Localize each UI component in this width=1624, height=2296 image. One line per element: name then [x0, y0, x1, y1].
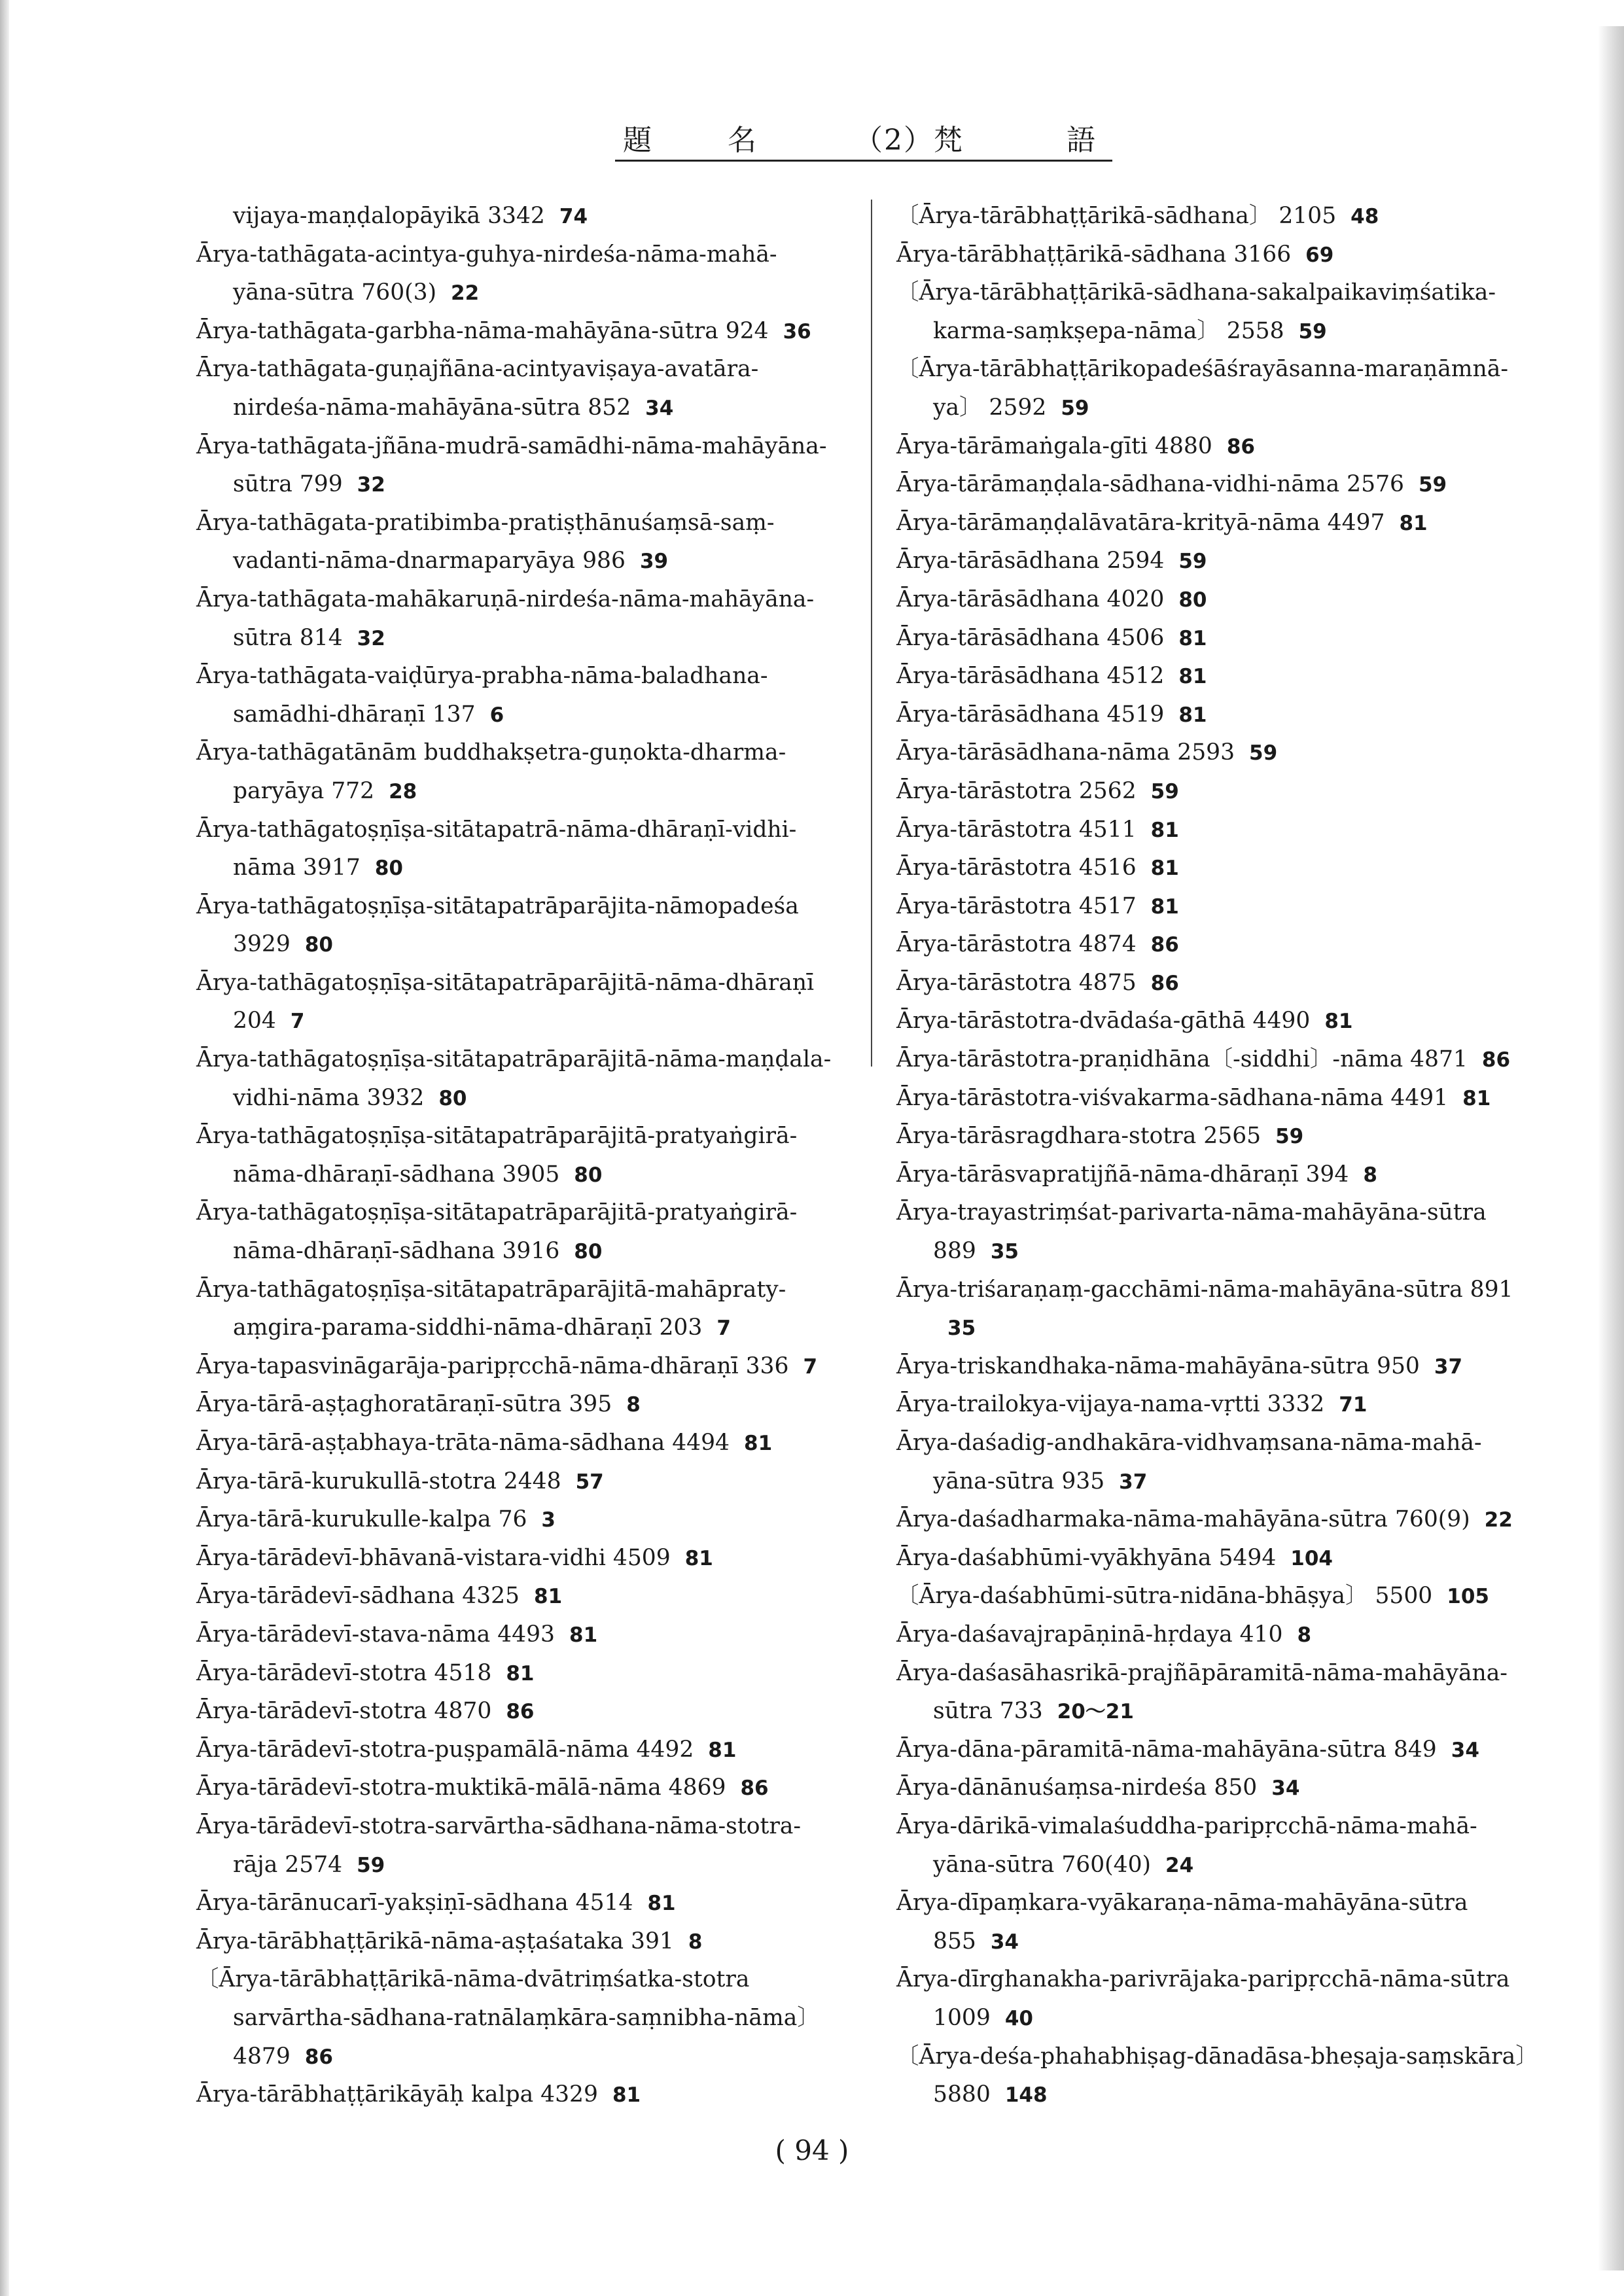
index-entry	[896, 1731, 1557, 1770]
index-entry	[196, 1540, 877, 1578]
index-entry	[896, 1884, 1557, 1923]
entry-title: Ārya-tārāmaṇḍala-sādhana-vidhi-nāma 2576	[896, 471, 1404, 498]
index-entry	[196, 1501, 877, 1540]
index-entry	[196, 466, 877, 504]
entry-page-ref: 20～21	[1057, 1700, 1134, 1724]
entry-page-ref: 8	[1297, 1623, 1312, 1647]
entry-page-ref: 22	[1484, 1508, 1513, 1532]
entry-title: Ārya-tārādevī-stotra-sarvārtha-sādhana-nāma-stotra-	[196, 1812, 802, 1839]
index-entry	[196, 1424, 877, 1463]
index-entry	[896, 2038, 1557, 2077]
entry-page-ref: 80	[574, 1240, 603, 1264]
entry-title: Ārya-daśavajrapāṇinā-hṛdaya 410	[896, 1621, 1283, 1648]
index-entry	[896, 1233, 1557, 1271]
index-entry	[896, 1769, 1557, 1808]
entry-page-ref: 86	[1481, 1048, 1511, 1072]
entry-title: Ārya-tārāsragdhara-stotra 2565	[896, 1123, 1262, 1150]
entry-title: sūtra 799	[233, 471, 343, 498]
entry-title: Ārya-tapasvināgarāja-paripṛcchā-nāma-dhāraṇī 336	[196, 1352, 789, 1379]
entry-title: Ārya-tārāstotra-dvādaśa-gāthā 4490	[896, 1008, 1311, 1034]
entry-title: ya〕 2592	[933, 394, 1047, 421]
entry-title: 〔Ārya-daśabhūmi-sūtra-nidāna-bhāṣya〕 5500	[896, 1583, 1433, 1610]
entry-page-ref: 59	[357, 1853, 385, 1877]
entry-title: Ārya-triskandhaka-nāma-mahāyāna-sūtra 950	[896, 1352, 1420, 1379]
entry-page-ref: 37	[1434, 1354, 1463, 1379]
entry-page-ref: 6	[489, 703, 504, 727]
entry-page-ref: 57	[575, 1470, 604, 1494]
index-entry	[196, 1309, 877, 1348]
index-entry	[896, 1655, 1557, 1693]
entry-title: Ārya-tathāgata-garbha-nāma-mahāyāna-sūtra 924	[196, 317, 769, 344]
entry-page-ref: 24	[1165, 1853, 1194, 1877]
entry-title: Ārya-tārā-aṣṭaghoratāraṇī-sūtra 395	[196, 1391, 612, 1418]
entry-page-ref: 81	[708, 1738, 737, 1762]
entry-title: Ārya-tārāstotra 2562	[896, 777, 1137, 804]
index-entry	[896, 1923, 1557, 1962]
entry-page-ref: 69	[1305, 243, 1334, 267]
index-entry	[896, 1961, 1557, 2000]
entry-title: Ārya-tārāstotra-viśvakarma-sādhana-nāma 4491	[896, 1084, 1449, 1111]
entry-title: Ārya-tārāsādhana 4512	[896, 663, 1165, 690]
entry-title: Ārya-tārādevī-stotra-muktikā-mālā-nāma 4869	[196, 1775, 726, 1801]
entry-title: Ārya-tārāsādhana 4519	[896, 701, 1165, 728]
header-title-c: 語	[1067, 124, 1097, 157]
entry-title: Ārya-dīrghanakha-parivrājaka-paripṛcchā-nāma-sūtra	[896, 1966, 1510, 1993]
entry-page-ref: 81	[1150, 818, 1179, 842]
entry-title: Ārya-tārānucarī-yakṣiṇī-sādhana 4514	[196, 1890, 633, 1916]
index-entry	[196, 1884, 877, 1923]
entry-page-ref: 32	[357, 626, 385, 650]
index-entry	[896, 773, 1557, 811]
entry-page-ref: 59	[1418, 473, 1447, 497]
entry-page-ref: 34	[1271, 1776, 1300, 1801]
entry-page-ref: 105	[1447, 1585, 1489, 1609]
index-entry	[896, 1463, 1557, 1502]
index-entry	[196, 1080, 877, 1118]
index-entry	[896, 274, 1557, 313]
index-entry	[896, 1616, 1557, 1655]
entry-title: Ārya-tathāgata-mahākaruṇā-nirdeśa-nāma-mahāyāna-	[196, 586, 815, 612]
entry-title: Ārya-daśadig-andhakāra-vidhvaṃsana-nāma-mahā-	[896, 1430, 1482, 1456]
entry-title: 5880	[933, 2081, 991, 2108]
index-entry	[196, 389, 877, 428]
entry-page-ref: 81	[1178, 665, 1207, 689]
index-entry	[896, 696, 1557, 735]
entry-title: 〔Ārya-deśa-phahabhiṣag-dānadāsa-bheṣaja-saṃskāra〕	[896, 2043, 1538, 2070]
entry-page-ref: 48	[1350, 205, 1379, 228]
entry-title: samādhi-dhāraṇī 137	[233, 701, 476, 728]
index-entry	[896, 1002, 1557, 1041]
index-entry	[196, 2038, 877, 2077]
entry-title: Ārya-tathāgata-pratibimba-pratiṣṭhānuśaṃsā-saṃ-	[196, 509, 775, 536]
index-entry	[896, 313, 1557, 351]
entry-page-ref: 86	[304, 2045, 333, 2069]
index-entry	[896, 1080, 1557, 1118]
entry-title: 855	[933, 1928, 976, 1954]
entry-page-ref: 80	[374, 857, 403, 881]
index-entry	[896, 620, 1557, 658]
index-entry	[896, 811, 1557, 850]
entry-page-ref: 7	[803, 1354, 818, 1379]
index-entry	[196, 542, 877, 581]
entry-title: Ārya-daśabhūmi-vyākhyāna 5494	[896, 1544, 1277, 1571]
entry-title: Ārya-tārāsādhana-nāma 2593	[896, 739, 1235, 766]
index-entry	[896, 1808, 1557, 1846]
index-entry	[196, 274, 877, 313]
index-entry	[196, 1194, 877, 1233]
entry-title: Ārya-tārādevī-stotra 4518	[196, 1659, 492, 1686]
index-entry	[896, 1194, 1557, 1233]
index-entry	[196, 1233, 877, 1271]
entry-title: sūtra 814	[233, 624, 343, 651]
entry-title: vadanti-nāma-dnarmaparyāya 986	[233, 548, 626, 574]
index-entry	[196, 849, 877, 888]
entry-title: Ārya-tathāgata-jñāna-mudrā-samādhi-nāma-mahāyāna-	[196, 433, 827, 459]
entry-page-ref: 7	[716, 1316, 731, 1341]
entry-page-ref: 59	[1150, 779, 1179, 804]
entry-page-ref: 59	[1275, 1125, 1304, 1149]
index-entry	[196, 773, 877, 811]
page-number: ( 94 )	[775, 2134, 849, 2166]
entry-title: Ārya-tārādevī-bhāvanā-vistara-vidhi 4509	[196, 1544, 671, 1571]
index-entry	[196, 696, 877, 735]
index-entry	[196, 811, 877, 850]
index-entry	[196, 351, 877, 389]
entry-page-ref: 81	[1462, 1086, 1491, 1110]
index-entry	[896, 1309, 1557, 1348]
entry-page-ref: 81	[1150, 894, 1179, 919]
entry-page-ref: 35	[990, 1240, 1019, 1264]
index-entry	[196, 2000, 877, 2038]
scan-edge-left	[0, 0, 9, 2296]
index-entry	[196, 1041, 877, 1080]
index-entry	[896, 2076, 1557, 2115]
entry-title: Ārya-tārāsādhana 4506	[896, 624, 1165, 651]
column-divider	[871, 200, 872, 1067]
entry-page-ref: 81	[1178, 626, 1207, 650]
entry-title: Ārya-trayastriṃśat-parivarta-nāma-mahāyāna-sūtra	[896, 1199, 1487, 1226]
entry-title: 4879	[233, 2043, 291, 2070]
entry-page-ref: 80	[1178, 588, 1207, 612]
index-entry	[896, 888, 1557, 927]
entry-page-ref: 80	[574, 1163, 603, 1187]
entry-title: Ārya-dānānuśaṃsa-nirdeśa 850	[896, 1775, 1258, 1801]
entry-page-ref: 81	[569, 1623, 598, 1647]
index-entry	[896, 734, 1557, 773]
scan-edge-right	[1598, 26, 1624, 2270]
index-entry	[896, 236, 1557, 275]
index-entry	[196, 1271, 877, 1310]
index-entry	[196, 1463, 877, 1502]
index-entry	[196, 1156, 877, 1195]
index-entry	[196, 2076, 877, 2115]
index-entry	[896, 1386, 1557, 1424]
entry-title: Ārya-trailokya-vijaya-nama-vṛtti 3332	[896, 1391, 1325, 1418]
index-entry	[896, 198, 1557, 236]
index-entry	[896, 658, 1557, 696]
entry-title: 〔Ārya-tārābhaṭṭārikopadeśāśrayāsanna-maraṇāmnā-	[896, 356, 1508, 383]
entry-title: Ārya-tathāgata-vaiḍūrya-prabha-nāma-baladhana-	[196, 663, 768, 690]
entry-title: Ārya-tathāgatoṣṇīṣa-sitātapatrāparājitā-pratyaṅgirā-	[196, 1123, 798, 1150]
entry-page-ref: 81	[506, 1661, 535, 1686]
index-entry	[196, 1348, 877, 1386]
index-entry	[196, 1002, 877, 1041]
index-entry	[196, 620, 877, 658]
entry-title: Ārya-tārāsādhana 4020	[896, 586, 1165, 612]
entry-title: Ārya-daśasāhasrikā-prajñāpāramitā-nāma-mahāyāna-	[896, 1659, 1508, 1686]
index-entry	[196, 888, 877, 927]
index-entry	[196, 1616, 877, 1655]
index-entry	[896, 466, 1557, 504]
entry-title: sūtra 733	[933, 1698, 1043, 1725]
entry-title: nirdeśa-nāma-mahāyāna-sūtra 852	[233, 394, 631, 421]
entry-page-ref: 8	[626, 1393, 641, 1417]
index-entry	[196, 198, 877, 236]
entry-title: Ārya-tathāgatoṣṇīṣa-sitātapatrāparājitā-nāma-maṇḍala-	[196, 1046, 832, 1073]
entry-title: Ārya-tārāsvapratijñā-nāma-dhāraṇī 394	[896, 1161, 1349, 1188]
entry-page-ref: 34	[1451, 1738, 1479, 1762]
index-entry	[196, 1846, 877, 1885]
index-entry	[896, 1578, 1557, 1616]
index-entry	[896, 1041, 1557, 1080]
index-column-left	[196, 198, 877, 2115]
entry-title: Ārya-tathāgatoṣṇīṣa-sitātapatrāparājitā-pratyaṅgirā-	[196, 1199, 798, 1226]
entry-title: Ārya-tārādevī-sādhana 4325	[196, 1583, 520, 1610]
index-entry	[896, 428, 1557, 467]
entry-page-ref: 81	[647, 1892, 676, 1916]
index-entry	[196, 658, 877, 696]
entry-title: 204	[233, 1008, 276, 1034]
index-column-right	[896, 198, 1557, 2115]
entry-title: Ārya-tārāmaṅgala-gīti 4880	[896, 433, 1212, 459]
entry-title: Ārya-tathāgatoṣṇīṣa-sitātapatrāparājitā-mahāpraty-	[196, 1276, 786, 1303]
entry-title: vidhi-nāma 3932	[233, 1084, 425, 1111]
entry-page-ref: 104	[1290, 1546, 1333, 1570]
entry-title: 〔Ārya-tārābhaṭṭārikā-nāma-dvātriṃśatka-stotra	[196, 1966, 750, 1993]
index-entry	[896, 1693, 1557, 1731]
index-entry	[896, 504, 1557, 543]
entry-page-ref: 81	[1399, 511, 1428, 535]
entry-page-ref: 86	[740, 1776, 769, 1801]
header-title-a: 題	[623, 124, 653, 157]
index-entry	[196, 504, 877, 543]
index-entry	[196, 734, 877, 773]
entry-title: Ārya-triśaraṇaṃ-gacchāmi-nāma-mahāyāna-sūtra 891	[896, 1276, 1513, 1303]
entry-page-ref: 40	[1004, 2006, 1033, 2030]
index-entry	[896, 1348, 1557, 1386]
entry-page-ref: 71	[1339, 1393, 1368, 1417]
entry-page-ref: 34	[990, 1930, 1019, 1954]
entry-title: Ārya-tārā-aṣṭabhaya-trāta-nāma-sādhana 4494	[196, 1430, 730, 1456]
index-entry	[896, 1156, 1557, 1195]
entry-page-ref: 39	[639, 550, 669, 574]
entry-title: paryāya 772	[233, 777, 375, 804]
index-entry	[896, 1271, 1557, 1310]
index-entry	[896, 1118, 1557, 1156]
index-entry	[196, 236, 877, 275]
entry-page-ref: 59	[1298, 319, 1327, 344]
entry-page-ref: 81	[534, 1585, 563, 1609]
entry-page-ref: 81	[1324, 1010, 1353, 1034]
index-entry	[196, 1961, 877, 2000]
entry-page-ref: 59	[1061, 396, 1089, 420]
index-entry	[896, 1424, 1557, 1463]
entry-title: rāja 2574	[233, 1851, 343, 1878]
entry-page-ref: 35	[947, 1316, 976, 1341]
entry-page-ref: 148	[1004, 2083, 1048, 2108]
entry-title: vijaya-maṇḍalopāyikā 3342	[233, 203, 545, 229]
entry-title: nāma 3917	[233, 855, 361, 881]
entry-page-ref: 81	[684, 1546, 713, 1570]
entry-title: Ārya-tārābhaṭṭārikāyāḥ kalpa 4329	[196, 2081, 598, 2108]
entry-title: karma-saṃkṣepa-nāma〕 2558	[933, 317, 1284, 344]
index-entry	[896, 1846, 1557, 1885]
index-entry	[196, 313, 877, 351]
entry-page-ref: 80	[304, 933, 333, 957]
index-entry	[196, 926, 877, 964]
entry-page-ref: 86	[1150, 933, 1179, 957]
entry-title: Ārya-tārāstotra 4511	[896, 816, 1137, 843]
index-entry	[896, 1501, 1557, 1540]
entry-title: Ārya-tathāgata-guṇajñāna-acintyaviṣaya-avatāra-	[196, 356, 759, 383]
entry-page-ref: 59	[1249, 741, 1278, 766]
entry-title: 〔Ārya-tārābhaṭṭārikā-sādhana〕 2105	[896, 203, 1337, 229]
entry-title: Ārya-tathāgata-acintya-guhya-nirdeśa-nāma-mahā-	[196, 241, 777, 268]
entry-title: Ārya-tārāmaṇḍalāvatāra-krityā-nāma 4497	[896, 509, 1385, 536]
entry-page-ref: 8	[688, 1930, 703, 1954]
index-entry	[896, 581, 1557, 620]
entry-title: Ārya-tathāgatoṣṇīṣa-sitātapatrā-nāma-dhāraṇī-vidhi-	[196, 816, 797, 843]
index-entry	[896, 389, 1557, 428]
entry-title: Ārya-tārābhaṭṭārikā-sādhana 3166	[896, 241, 1292, 268]
entry-title: Ārya-tārābhaṭṭārikā-nāma-aṣṭaśataka 391	[196, 1928, 674, 1954]
index-entry	[896, 2000, 1557, 2038]
entry-page-ref: 81	[1178, 703, 1207, 727]
header-section: （2）梵	[854, 124, 964, 157]
index-entry	[196, 581, 877, 620]
entry-page-ref: 86	[1150, 971, 1179, 995]
entry-page-ref: 59	[1178, 550, 1207, 574]
index-entry	[896, 351, 1557, 389]
entry-title: Ārya-daśadharmaka-nāma-mahāyāna-sūtra 760(9)	[896, 1506, 1470, 1533]
index-entry	[196, 1923, 877, 1962]
index-entry	[196, 1118, 877, 1156]
entry-title: Ārya-tārāstotra 4516	[896, 855, 1137, 881]
entry-title: Ārya-dāna-pāramitā-nāma-mahāyāna-sūtra 849	[896, 1736, 1437, 1763]
entry-page-ref: 34	[645, 396, 674, 420]
index-entry	[196, 1731, 877, 1770]
entry-page-ref: 86	[506, 1700, 535, 1724]
entry-title: Ārya-tārādevī-stava-nāma 4493	[196, 1621, 555, 1648]
entry-title: Ārya-dīpaṃkara-vyākaraṇa-nāma-mahāyāna-sūtra	[896, 1890, 1468, 1916]
running-header	[615, 110, 1112, 162]
entry-title: yāna-sūtra 760(40)	[933, 1851, 1151, 1878]
index-entry	[196, 1386, 877, 1424]
entry-title: 3929	[233, 931, 291, 958]
entry-title: Ārya-tārāstotra 4517	[896, 892, 1137, 919]
index-entry	[896, 849, 1557, 888]
index-entry	[196, 1693, 877, 1731]
index-entry	[896, 964, 1557, 1003]
entry-title: yāna-sūtra 760(3)	[233, 279, 437, 306]
index-entry	[196, 1769, 877, 1808]
entry-title: nāma-dhāraṇī-sādhana 3905	[233, 1161, 560, 1188]
entry-page-ref: 37	[1119, 1470, 1148, 1494]
entry-page-ref: 80	[438, 1086, 467, 1110]
index-entry	[196, 1808, 877, 1846]
entry-page-ref: 81	[612, 2083, 641, 2108]
entry-title: Ārya-tārāstotra 4875	[896, 969, 1137, 996]
entry-title: 1009	[933, 2004, 991, 2031]
entry-title: 〔Ārya-tārābhaṭṭārikā-sādhana-sakalpaikaviṃśatika-	[896, 279, 1496, 306]
entry-title: aṃgira-parama-siddhi-nāma-dhāraṇī 203	[233, 1315, 703, 1341]
entry-title: Ārya-tārādevī-stotra 4870	[196, 1698, 492, 1725]
entry-page-ref: 36	[783, 319, 811, 344]
entry-page-ref: 32	[357, 473, 385, 497]
entry-page-ref: 7	[290, 1010, 305, 1034]
entry-title: Ārya-tathāgatoṣṇīṣa-sitātapatrāparājitā-nāma-dhāraṇī	[196, 969, 815, 996]
entry-page-ref: 74	[559, 205, 588, 228]
entry-title: Ārya-tārāsādhana 2594	[896, 548, 1165, 574]
entry-title: sarvārtha-sādhana-ratnālaṃkāra-saṃnibha-nāma〕	[233, 2004, 820, 2031]
index-entry	[896, 926, 1557, 964]
entry-page-ref: 22	[451, 281, 480, 306]
entry-title: nāma-dhāraṇī-sādhana 3916	[233, 1238, 560, 1265]
entry-title: 889	[933, 1238, 976, 1265]
index-entry	[196, 1578, 877, 1616]
index-entry	[196, 964, 877, 1003]
entry-page-ref: 28	[389, 779, 417, 804]
entry-page-ref: 8	[1363, 1163, 1377, 1187]
entry-title: Ārya-tārā-kurukulle-kalpa 76	[196, 1506, 527, 1533]
index-entry	[896, 1540, 1557, 1578]
header-title-b: 名	[728, 124, 758, 157]
entry-title: Ārya-dārikā-vimalaśuddha-paripṛcchā-nāma-mahā-	[896, 1812, 1477, 1839]
entry-title: Ārya-tārāstotra-praṇidhāna〔-siddhi〕-nāma 4871	[896, 1046, 1468, 1073]
entry-page-ref: 86	[1226, 434, 1255, 459]
index-entry	[896, 542, 1557, 581]
entry-page-ref: 81	[1150, 857, 1179, 881]
index-entry	[196, 1655, 877, 1693]
index-entry	[196, 428, 877, 467]
entry-title: Ārya-tārāstotra 4874	[896, 931, 1137, 958]
entry-page-ref: 3	[541, 1508, 556, 1532]
entry-title: Ārya-tārā-kurukullā-stotra 2448	[196, 1468, 561, 1494]
entry-page-ref: 81	[744, 1432, 773, 1455]
entry-title: Ārya-tathāgatānām buddhakṣetra-guṇokta-dharma-	[196, 739, 786, 766]
entry-title: yāna-sūtra 935	[933, 1468, 1105, 1494]
entry-title: Ārya-tathāgatoṣṇīṣa-sitātapatrāparājita-nāmopadeśa	[196, 892, 799, 919]
entry-title: Ārya-tārādevī-stotra-puṣpamālā-nāma 4492	[196, 1736, 694, 1763]
